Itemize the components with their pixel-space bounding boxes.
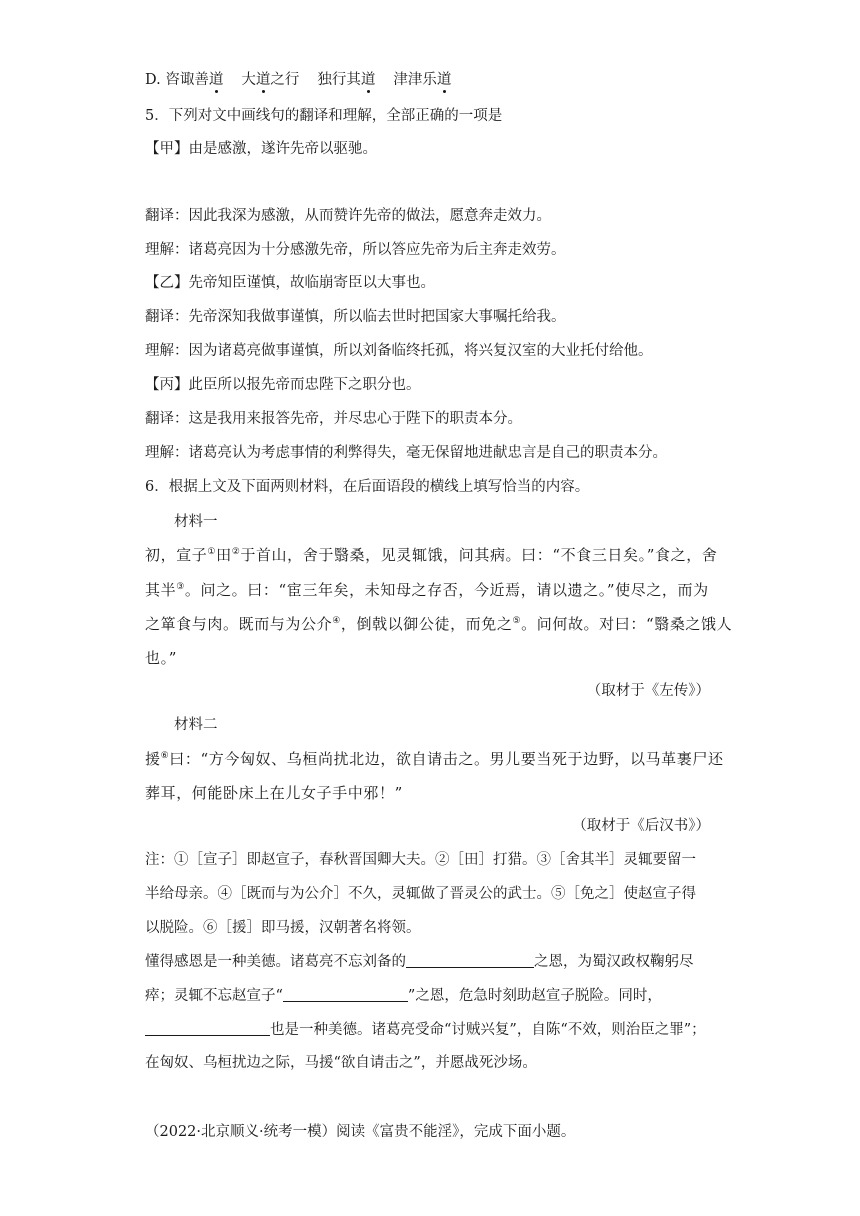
fill-paragraph-line-2: 瘁；灵辄不忘赵宣子“ ”之恩，危急时刻助赵宣子脱险。同时， [145,988,662,1004]
option-d-phrase-2: 大道之行 [241,72,300,88]
next-section-heading: （2022·北京顺义·统考一模）阅读《富贵不能淫》，完成下面小题。 [145,1124,576,1140]
material-1-line-1: 初，宣子①田②于首山，舍于翳桑，见灵辄饿，问其病。曰：“不食三日矣。”食之，舍 [145,546,718,564]
notes-line-1: 注：①［宣子］即赵宣子，春秋晋国卿大夫。②［田］打猎。③［舍其半］灵辄要留一 [145,852,696,868]
material-1-line-2: 其半③。问之。曰：“宦三年矣，未知母之存否，今近焉，请以遗之。”使尽之，而为 [145,581,709,599]
option-d-phrase-3: 独行其道 [317,72,376,88]
q5-jia-sentence: 【甲】由是感激，遂许先帝以驱驰。 [145,141,377,157]
material-2-line-2: 葬耳，何能卧床上在儿女子手中邪！” [145,784,403,802]
fill-paragraph-line-3: 也是一种美德。诸葛亮受命“讨贼兴复”，自陈“不效，则治臣之罪”； [145,1020,706,1040]
material-1-line-3: 之箪食与肉。既而与为公介④，倒戟以御公徒，而免之⑤。问何故。对曰：“翳桑之饿人 [145,615,733,633]
q5-bing-sentence: 【丙】此臣所以报先帝而忠陛下之职分也。 [145,377,421,393]
notes-line-3: 以脱险。⑥［援］即马援，汉朝著名将领。 [145,920,421,936]
q5-yi-sentence: 【乙】先帝知臣谨慎，故临崩寄臣以大事也。 [145,275,435,291]
material-1-title: 材料一 [174,514,218,530]
question-6-stem: 6．根据上文及下面两则材料，在后面语段的横线上填写恰当的内容。 [145,479,590,495]
q5-jia-understanding: 理解：诸葛亮因为十分感激先帝，所以答应先帝为后主奔走效劳。 [145,242,566,258]
blank-1[interactable] [406,953,534,968]
material-1-line-4: 也。” [145,649,177,667]
material-2-title: 材料二 [174,717,218,733]
option-d-phrase-4: 津津乐道 [393,72,452,88]
q5-yi-understanding: 理解：因为诸葛亮做事谨慎，所以刘备临终托孤，将兴复汉室的大业托付给他。 [145,343,653,359]
option-d-label: D. [145,72,166,88]
material-1-source: （取材于《左传》） [586,683,710,699]
q5-yi-translation: 翻译：先帝深知我做事谨慎，所以临去世时把国家大事嘱托给我。 [145,309,566,325]
q5-bing-translation: 翻译：这是我用来报答先帝，并尽忠心于陛下的职责本分。 [145,411,522,427]
blank-3[interactable] [145,1021,270,1036]
notes-line-2: 半给母亲。④［既而与为公介］不久，灵辄做了晋灵公的武士。⑤［免之］使赵宣子得 [145,886,696,902]
fill-paragraph-line-4: 在匈奴、乌桓扰边之际，马援“欲自请击之”，并愿战死沙场。 [145,1055,537,1071]
question-5-stem: 5．下列对文中画线句的翻译和理解，全部正确的一项是 [145,108,503,124]
fill-paragraph-line-1: 懂得感恩是一种美德。诸葛亮不忘刘备的 之恩，为蜀汉政权鞠躬尽 [145,954,694,970]
option-d-phrase-1: 咨诹善道 [165,72,224,88]
q5-jia-translation: 翻译：因此我深为感激，从而赞许先帝的做法，愿意奔走效力。 [145,208,551,224]
q5-bing-understanding: 理解：诸葛亮认为考虑事情的利弊得失，毫无保留地进献忠言是自己的职责本分。 [145,445,667,461]
material-2-source: （取材于《后汉书》） [572,818,710,834]
option-d [145,70,451,90]
material-2-line-1: 援⑥曰：“方今匈奴、乌桓尚扰北边，欲自请击之。男儿要当死于边野，以马革裹尸还 [145,750,724,768]
blank-2[interactable] [283,987,408,1002]
